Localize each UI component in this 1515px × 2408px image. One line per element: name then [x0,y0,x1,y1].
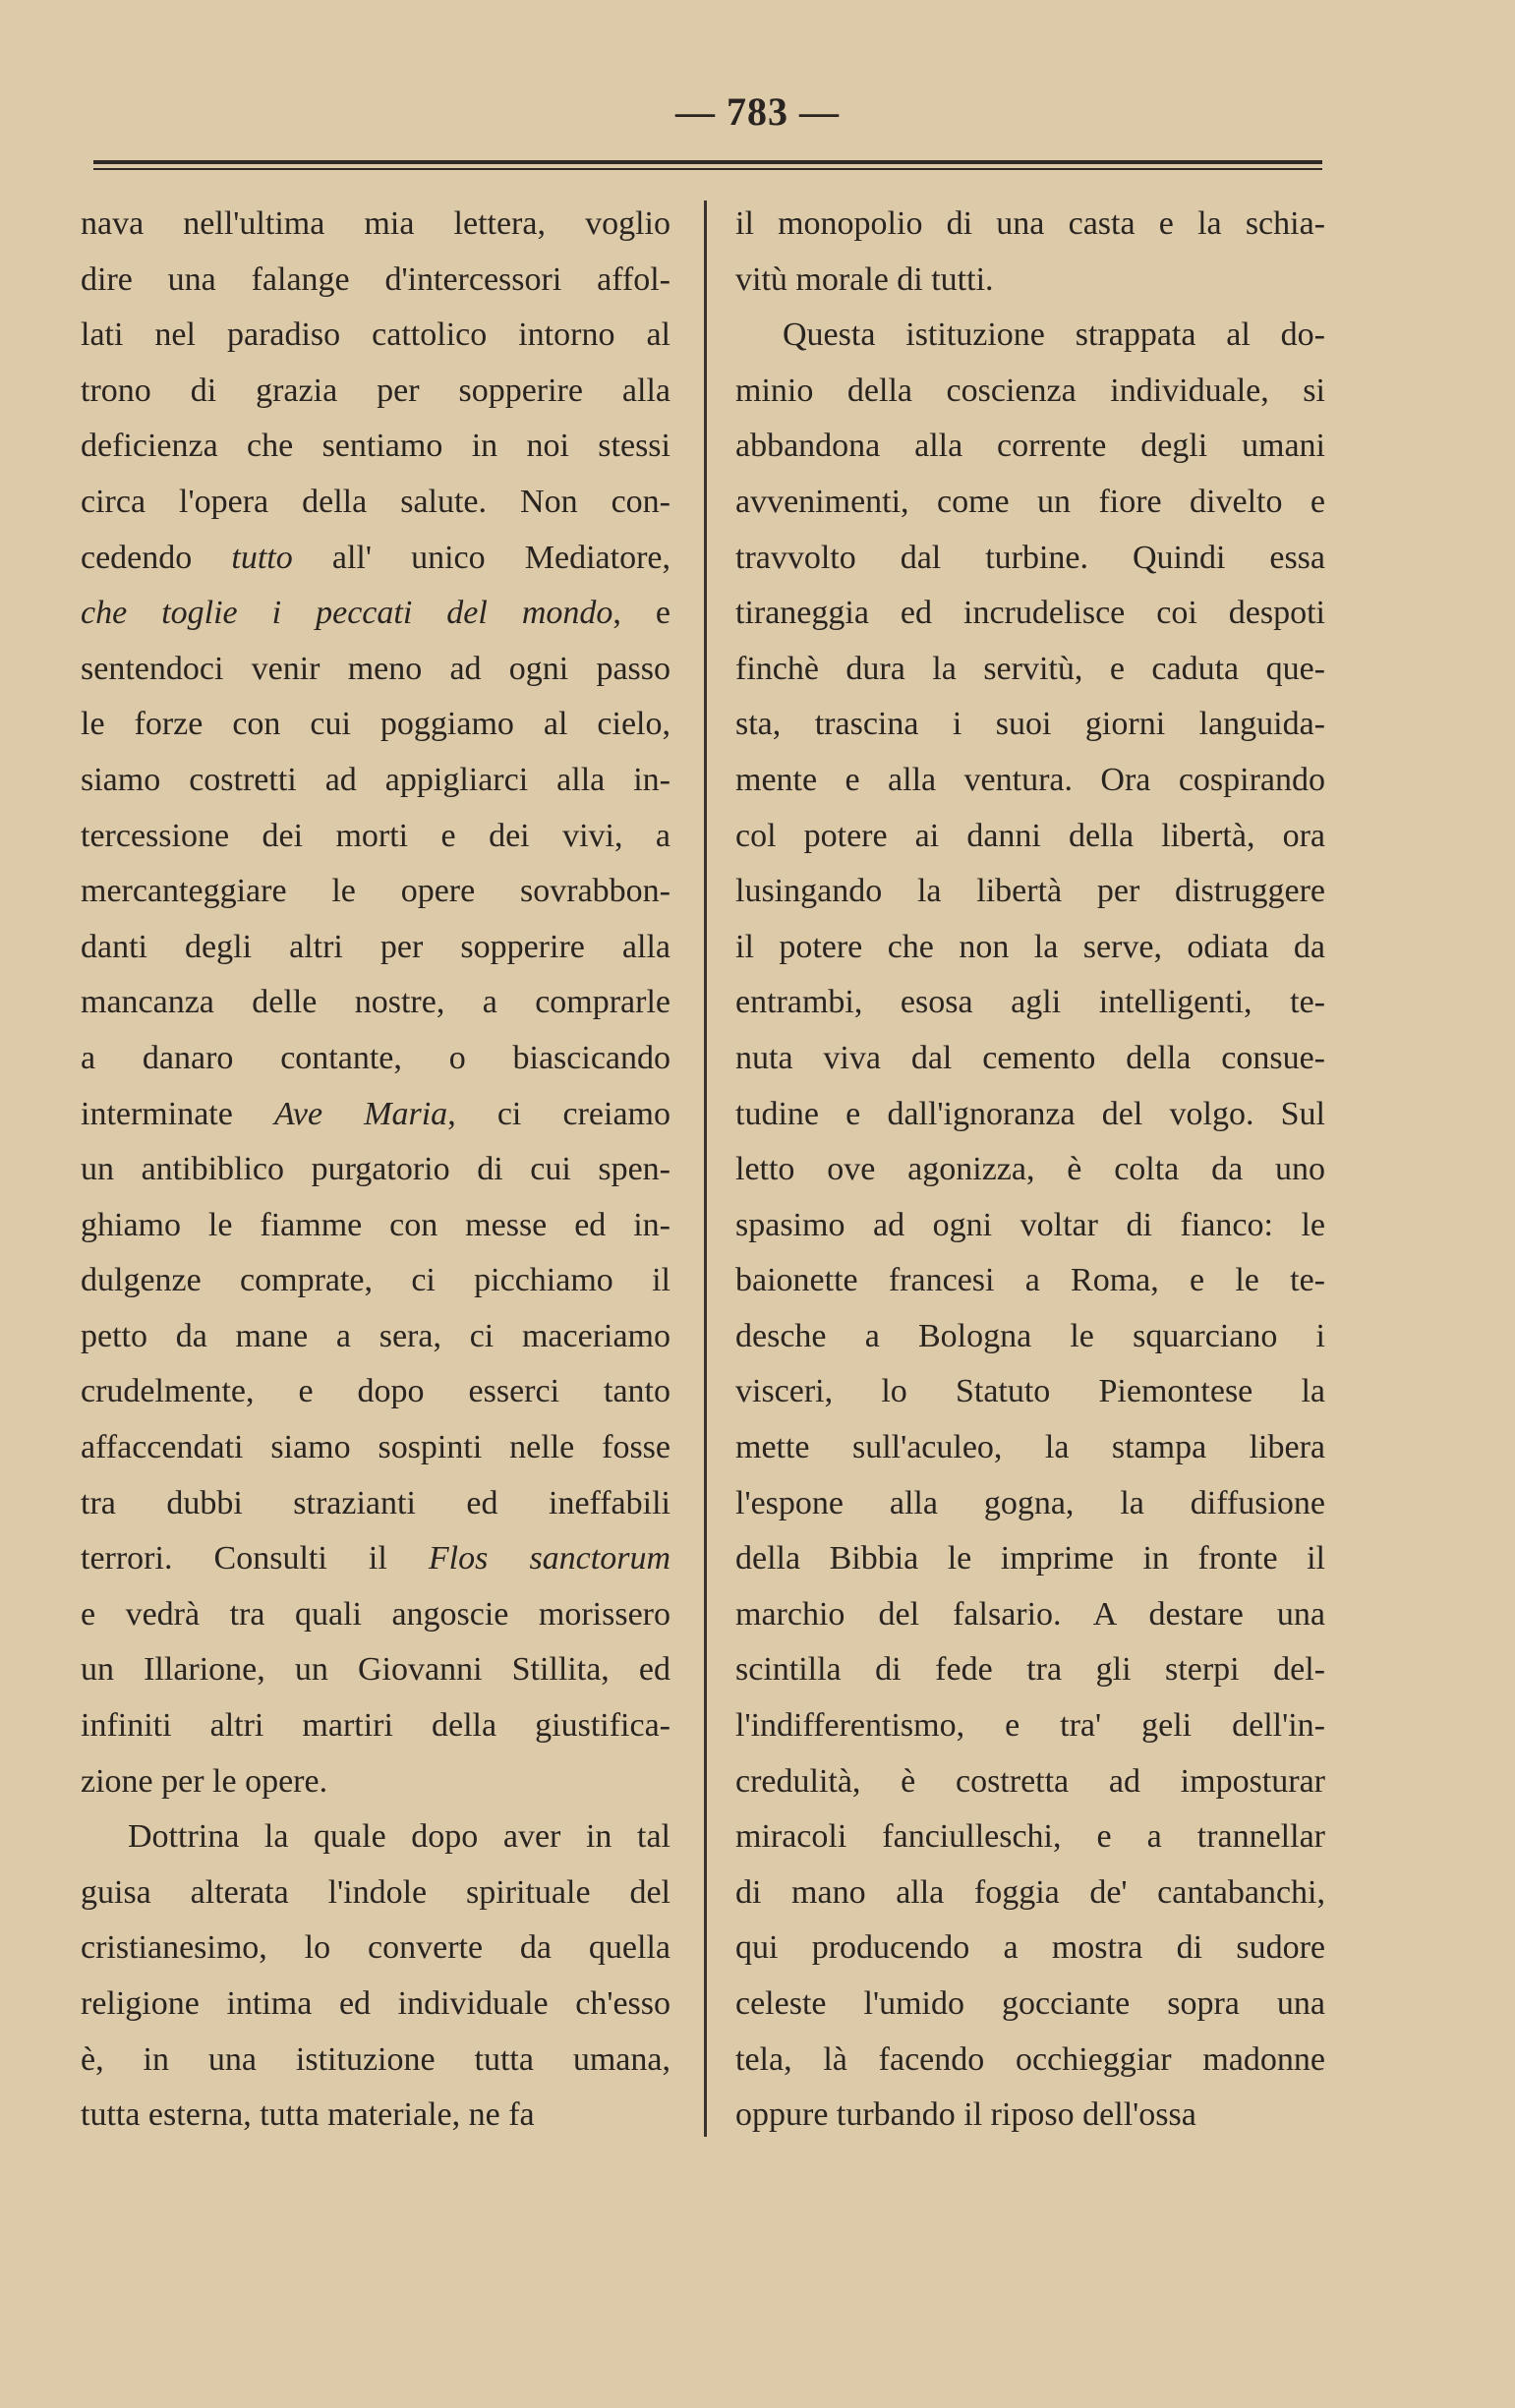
text-line: qui producendo a mostra di sudore [735,1929,1325,1967]
text-line: avvenimenti, come un fiore divelto e [735,483,1325,520]
text-line: cristianesimo, lo converte da quella [81,1929,670,1967]
text-line: guisa alterata l'indole spirituale del [81,1873,670,1911]
text-line: mercanteggiare le opere sovrabbon- [81,873,670,910]
text-line: infiniti altri martiri della giustifica- [81,1707,670,1745]
text-line: credulità, è costretta ad imposturar [735,1762,1325,1800]
text-line: un antibiblico purgatorio di cui spen- [81,1151,670,1188]
text-line: letto ove agonizza, è colta da uno [735,1151,1325,1188]
text-line: sentendoci venir meno ad ogni passo [81,650,670,687]
text-line: a danaro contante, o biascicando [81,1039,670,1076]
text-line: l'indifferentismo, e tra' geli dell'in- [735,1707,1325,1745]
text-line: nava nell'ultima mia lettera, voglio [81,205,670,242]
text-line: miracoli fanciulleschi, e a trannellar [735,1818,1325,1856]
text-line: dire una falange d'intercessori affol- [81,260,670,298]
text-line: tela, là facendo occhieggiar madonne [735,2040,1325,2078]
text-line: nuta viva dal cemento della consue- [735,1039,1325,1076]
text-line: trono di grazia per sopperire alla [81,372,670,409]
text-line: finchè dura la servitù, e caduta que- [735,650,1325,687]
text-line: Dottrina la quale dopo aver in tal [128,1818,670,1856]
text-line: dulgenze comprate, ci picchiamo il [81,1262,670,1299]
italic-phrase: tutto [231,539,293,576]
text-line: col potere ai danni della libertà, ora [735,817,1325,854]
text-line: terrori. Consulti il Flos sanctorum [81,1540,670,1577]
text-line: crudelmente, e dopo esserci tanto [81,1373,670,1410]
text-line: della Bibbia le imprime in fronte il [735,1540,1325,1577]
header-rule-thin [93,168,1322,170]
italic-phrase: che toglie i peccati del mondo [81,595,613,632]
text-line: e vedrà tra quali angoscie morissero [81,1595,670,1633]
text-line: deficienza che sentiamo in noi stessi [81,428,670,465]
header-rule [93,160,1322,164]
text-line: l'espone alla gogna, la diffusione [735,1484,1325,1521]
text-line: lati nel paradiso cattolico intorno al [81,316,670,354]
text-line: scintilla di fede tra gli sterpi del- [735,1651,1325,1689]
text-line: visceri, lo Statuto Piemontese la [735,1373,1325,1410]
page-number: — 783 — [675,89,840,134]
text-line: siamo costretti ad appigliarci alla in- [81,761,670,798]
text-line: mente e alla ventura. Ora cospirando [735,761,1325,798]
text-line: danti degli altri per sopperire alla [81,928,670,965]
text-line: Questa istituzione strappata al do- [783,316,1325,354]
text-line: che toglie i peccati del mondo, e [81,595,670,632]
text-line: tra dubbi strazianti ed ineffabili [81,1484,670,1521]
text-line: interminate Ave Maria, ci creiamo [81,1095,670,1132]
text-line: tercessione dei morti e dei vivi, a [81,817,670,854]
text-line: mancanza delle nostre, a comprarle [81,984,670,1021]
text-line: un Illarione, un Giovanni Stillita, ed [81,1651,670,1689]
text-line: lusingando la libertà per distruggere [735,873,1325,910]
text-line: travvolto dal turbine. Quindi essa [735,539,1325,576]
right-column [735,197,1325,2144]
text-line: abbandona alla corrente degli umani [735,428,1325,465]
text-line: è, in una istituzione tutta umana, [81,2040,670,2078]
text-line: entrambi, esosa agli intelligenti, te- [735,984,1325,1021]
column-divider [704,201,707,2137]
text-line: baionette francesi a Roma, e le te- [735,1262,1325,1299]
italic-phrase: Ave Maria [273,1095,448,1132]
text-line: celeste l'umido gocciante sopra una [735,1985,1325,2022]
text-line: cedendo tutto all' unico Mediatore, [81,539,670,576]
text-line: le forze con cui poggiamo al cielo, [81,706,670,743]
text-line: circa l'opera della salute. Non con- [81,483,670,520]
text-line: minio della coscienza individuale, si [735,372,1325,409]
text-line: ghiamo le fiamme con messe ed in- [81,1206,670,1243]
text-line: affaccendati siamo sospinti nelle fosse [81,1429,670,1466]
text-line: tiraneggia ed incrudelisce coi despoti [735,595,1325,632]
text-line: marchio del falsario. A destare una [735,1595,1325,1633]
left-column [81,197,670,2144]
text-line: spasimo ad ogni voltar di fianco: le [735,1206,1325,1243]
text-line: vitù morale di tutti. [735,260,994,298]
text-line: tutta esterna, tutta materiale, ne fa [81,2096,535,2134]
text-line: il potere che non la serve, odiata da [735,928,1325,965]
text-line: il monopolio di una casta e la schia- [735,205,1325,242]
text-line: oppure turbando il riposo dell'ossa [735,2096,1196,2134]
text-line: mette sull'aculeo, la stampa libera [735,1429,1325,1466]
text-line: tudine e dall'ignoranza del volgo. Sul [735,1095,1325,1132]
text-line: zione per le opere. [81,1762,328,1800]
text-line: di mano alla foggia de' cantabanchi, [735,1873,1325,1911]
italic-phrase: Flos sanctorum [428,1540,670,1577]
text-line: petto da mane a sera, ci maceriamo [81,1317,670,1354]
text-line: sta, trascina i suoi giorni languida- [735,706,1325,743]
text-line: religione intima ed individuale ch'esso [81,1985,670,2022]
text-line: desche a Bologna le squarciano i [735,1317,1325,1354]
